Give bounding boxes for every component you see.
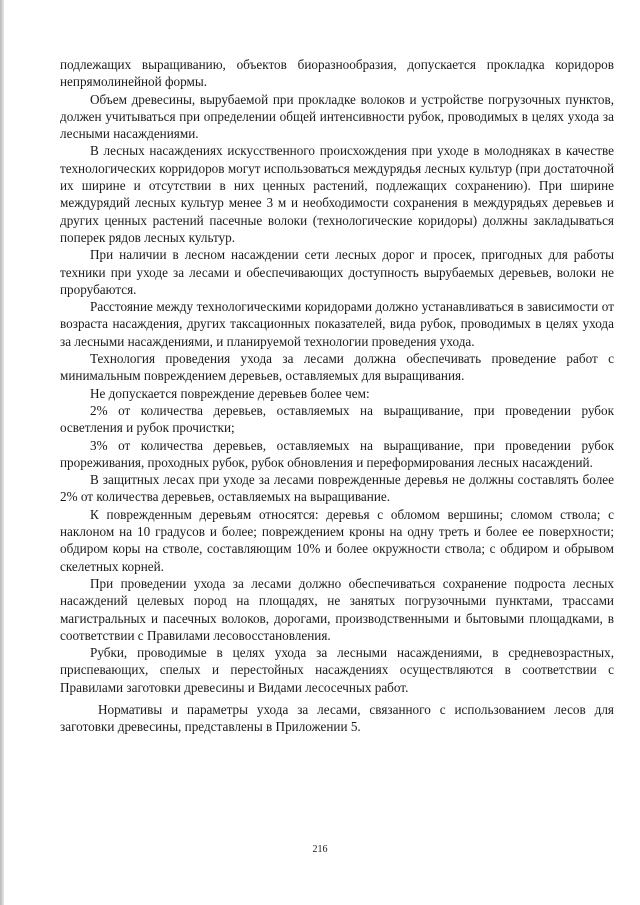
paragraph-felling-rules: Рубки, проводимые в целях ухода за лесными насаждениями, в средневозрастных, приспевающих, спелых и перестойных насаждениях осуществляются в соответствии с Правилами заготовки древесины и Видами лесосечных работ. [60, 645, 614, 695]
page-number: 216 [312, 844, 328, 855]
paragraph-three-percent: 3% от количества деревьев, оставляемых на выращивание, при проведении рубок прореживания, проходных рубок, рубок обновления и переформирования лесных насаждений. [60, 437, 614, 470]
scan-left-edge [0, 0, 4, 905]
paragraph-damage-limit: Не допускается повреждение деревьев более чем: [90, 385, 370, 401]
paragraph-two-percent: 2% от количества деревьев, оставляемых на выращивание, при проведении рубок осветления и рубок прочистки; [60, 402, 614, 436]
document-page [60, 56, 614, 736]
paragraph-appendix-reference: Нормативы и параметры ухода за лесами, связанного с использованием лесов для заготовки древесины, представлены в Приложении 5. [60, 701, 614, 735]
paragraph-continuation: подлежащих выращиванию, объектов биоразнообразия, допускается прокладка коридоров непрямолинейной формы. [60, 57, 614, 90]
paragraph-wood-volume: Объем древесины, вырубаемой при прокладке волоков и устройстве погрузочных пунктов, должен учитываться при определении общей интенсивности рубок, проводимых в целях ухода за лесными насаждениями. [60, 91, 614, 142]
paragraph-road-network: При наличии в лесном насаждении сети лесных дорог и просек, пригодных для работы техники при уходе за лесами и обеспечивающих доступность вырубаемых деревьев, волоки не прорубаются. [60, 247, 614, 297]
paragraph-technology: Технология проведения ухода за лесами должна обеспечивать проведение работ с минимальным повреждением деревьев, оставляемых для выращивания. [60, 351, 614, 384]
paragraph-protective-forests: В защитных лесах при уходе за лесами поврежденные деревья не должны составлять более 2% от количества деревьев, оставляемых на выращивание. [60, 472, 614, 505]
paragraph-undergrowth: При проведении ухода за лесами должно обеспечиваться сохранение подроста лесных насаждений целевых пород на площадях, не занятых погрузочными пунктами, трассами магистральных и пасечных волоков, дорогами, производственными и бытовыми площадками, в соответствии с Правилами лесовосстановления. [60, 575, 614, 643]
paragraph-damaged-trees: К поврежденным деревьям относятся: деревья с обломом вершины; сломом ствола; с наклоном на 10 градусов и более; повреждением кроны на одну треть и более ее поверхности; обдиром коры на стволе, составляющим 10% и более окружности ствола; с обдиром и обрывом скелетных корней. [60, 506, 614, 574]
paragraph-artificial-stands: В лесных насаждениях искусственного происхождения при уходе в молодняках в качестве технологических корридоров могут использоваться междурядья лесных культур (при достаточной их ширине и отсутствии в них ценных растений, подлежащих сохранению). При ширине междурядий лесных культур менее 3 м и необходимости сохранения в междурядьях деревьев и других ценных растений пасечные волоки (технологические коридоры) должны закладываться поперек рядов лесных культур. [60, 143, 614, 245]
paragraph-corridor-distance: Расстояние между технологическими коридорами должно устанавливаться в зависимости от возраста насаждения, других таксационных показателей, вида рубок, проводимых в целях ухода за лесными насаждениями, и планируемой технологии проведения ухода. [60, 299, 614, 349]
